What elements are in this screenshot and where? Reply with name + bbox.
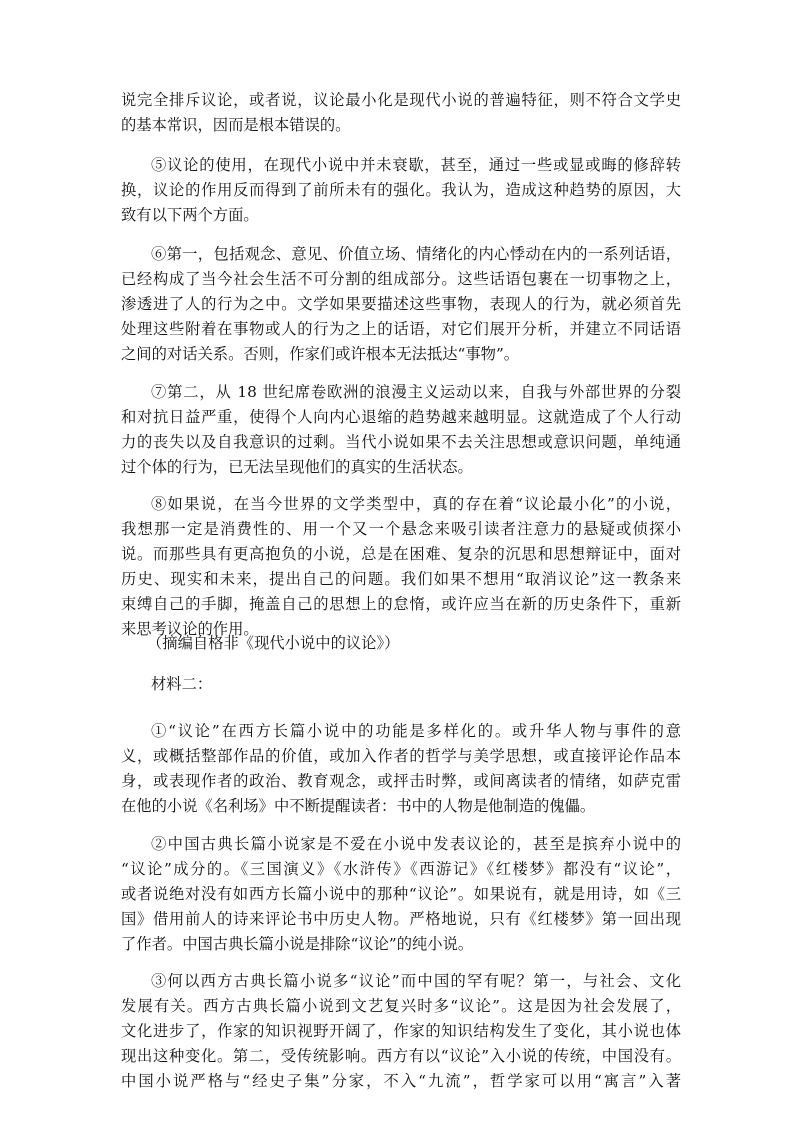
text-line: 身，或表现作者的政治、教育观念，或抨击时弊，或间离读者的情绪，如萨克雷 [121,772,681,790]
text-line: ②中国古典长篇小说家是不爱在小说中发表议论的，甚至是摈弃小说中的 [151,835,681,853]
text-line: 说完全排斥议论，或者说，议论最小化是现代小说的普遍特征，则不符合文学史 [121,91,681,109]
text-line: 中国小说严格与“经史子集”分家，不入“九流”，哲学家可以用“寓言”入著 [121,1072,681,1090]
text-line: 义，或概括整部作品的价值，或加入作者的哲学与美学思想，或直接评论作品本 [121,747,681,765]
paragraph-5 [121,153,681,228]
text-line: 材料二： [151,675,213,693]
text-line: 致有以下两个方面。 [121,206,259,224]
paragraph-8 [121,492,681,642]
text-line: 渗透进了人的行为之中。文学如果要描述这些事物，表现人的行为，就必须首先 [121,295,681,313]
text-line: “议论”成分的。《三国演义》《水浒传》《西游记》《红楼梦》都没有“议论”， [121,860,681,878]
text-line: 国》借用前人的诗来评论书中历史人物。严格地说，只有《红楼梦》第一回出现 [121,910,681,928]
text-line: 发展有关。西方古典长篇小说到文艺复兴时多“议论”。这是因为社会发展了， [121,997,681,1015]
text-line: ⑥第一，包括观念、意见、价值立场、情绪化的内心悸动在内的一系列话语， [151,245,681,263]
text-line: ③何以西方古典长篇小说多“议论”而中国的罕有呢？第一，与社会、文化 [151,972,681,990]
text-line: 或者说绝对没有如西方长篇小说中的那种“议论”。如果说有，就是用诗，如《三 [121,885,681,903]
source-citation [121,631,681,656]
paragraph-6 [121,242,681,367]
text-line: 现出这种变化。第二，受传统影响。西方有以“议论”入小说的传统，中国没有。 [121,1047,681,1065]
text-line: 了作者。中国古典长篇小说是排除“议论”的纯小说。 [121,935,474,953]
material-two-paragraph-1 [121,719,681,819]
paragraph-intro-continuation [121,88,681,138]
text-line: 束缚自己的手脚，掩盖自己的思想上的怠惰，或许应当在新的历史条件下，重新 [121,595,681,613]
text-line: 和对抗日益严重，使得个人向内心退缩的趋势越来越明显。这就造成了个人行动 [121,408,681,426]
material-two-paragraph-3 [121,969,681,1094]
text-line: ⑦第二，从 18 世纪席卷欧洲的浪漫主义运动以来，自我与外部世界的分裂 [151,383,681,401]
text-line: 换，议论的作用反而得到了前所未有的强化。我认为，造成这种趋势的原因，大 [121,181,681,199]
text-line: 已经构成了当今社会生活不可分割的组成部分。这些话语包裹在一切事物之上， [121,270,681,288]
text-line: 文化进步了，作家的知识视野开阔了，作家的知识结构发生了变化，其小说也体 [121,1022,681,1040]
text-line: （摘编自格非《现代小说中的议论》） [147,634,400,652]
text-line: ⑧如果说，在当今世界的文学类型中，真的存在着“议论最小化”的小说， [151,495,681,513]
text-line: 之间的对话关系。否则，作家们或许根本无法抵达“事物”。 [121,345,520,363]
text-line: 历史、现实和未来，提出自己的问题。我们如果不想用“取消议论”这一教条来 [121,570,681,588]
text-line: 我想那一定是消费性的、用一个又一个悬念来吸引读者注意力的悬疑或侦探小 [121,520,681,538]
paragraph-7 [121,380,681,480]
text-line: 处理这些附着在事物或人的行为之上的话语，对它们展开分析，并建立不同话语 [121,320,681,338]
text-line: 来思考议论的作用。 [121,620,259,638]
text-line: 力的丧失以及自我意识的过剩。当代小说如果不去关注思想或意识问题，单纯通 [121,433,681,451]
text-line: 的基本常识，因而是根本错误的。 [121,116,351,134]
material-two-heading [121,672,681,697]
text-line: 在他的小说《名利场》中不断提醒读者：书中的人物是他制造的傀儡。 [121,797,596,815]
text-line: 说。而那些具有更高抱负的小说，总是在困难、复杂的沉思和思想辩证中，面对 [121,545,681,563]
text-line: ①“议论”在西方长篇小说中的功能是多样化的。或升华人物与事件的意 [151,722,681,740]
material-two-paragraph-2 [121,832,681,957]
text-line: 过个体的行为，已无法呈现他们的真实的生活状态。 [121,458,473,476]
text-line: ⑤议论的使用，在现代小说中并未衰歇，甚至，通过一些或显或晦的修辞转 [151,156,681,174]
